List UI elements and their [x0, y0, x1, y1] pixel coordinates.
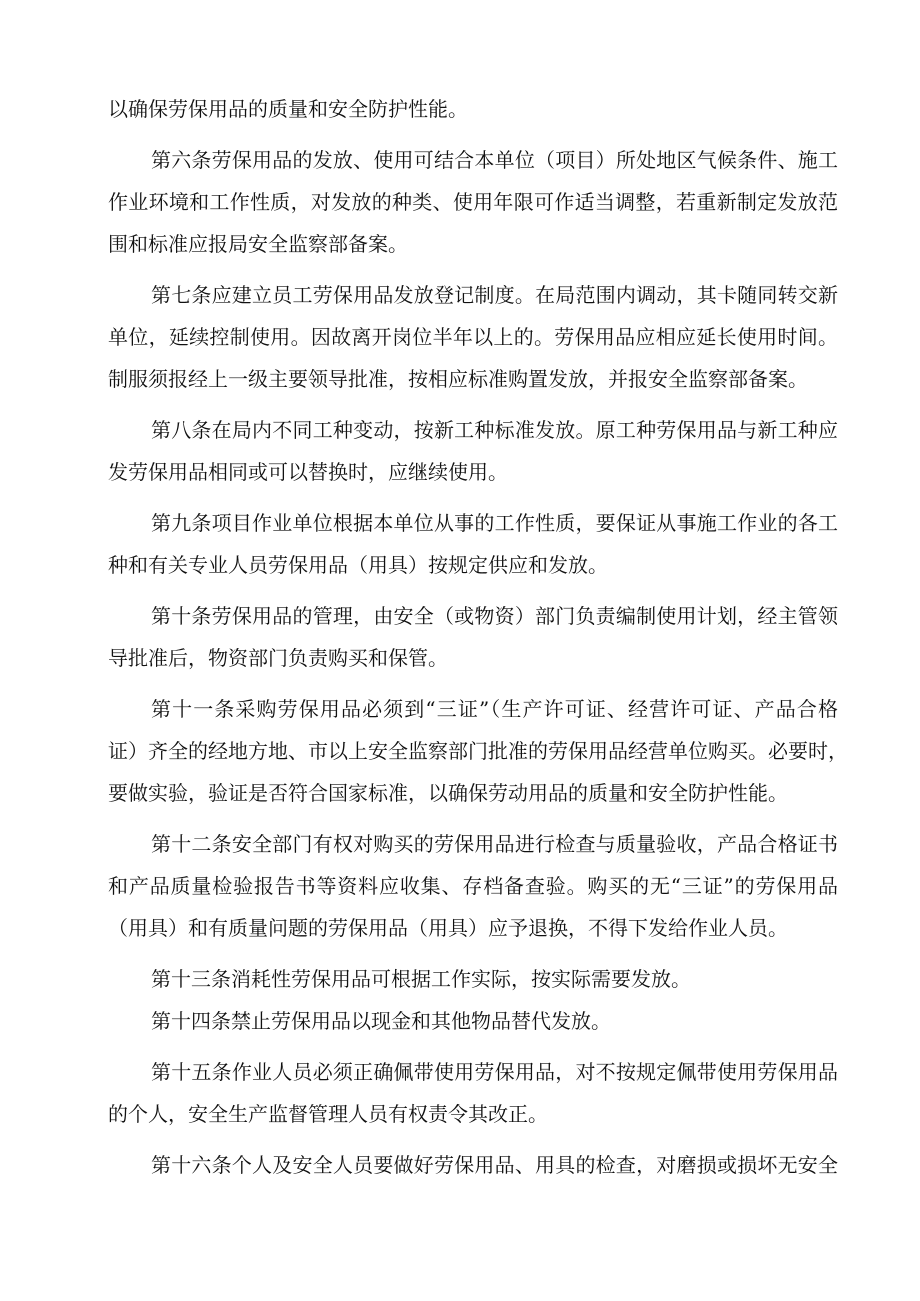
paragraph-article-11 [108, 688, 848, 814]
paragraph-article-6 [108, 139, 838, 265]
text-line: 第六条劳保用品的发放、使用可结合本单位（项目）所处地区气候条件、施工 [151, 148, 838, 172]
paragraph-article-8 [108, 409, 838, 493]
text-line: 第十六条个人及安全人员要做好劳保用品、用具的检查，对磨损或损坏无安全 [151, 1153, 838, 1177]
text-line: 第九条项目作业单位根据本单位从事的工作性质，要保证从事施工作业的各工 [151, 511, 838, 535]
text-line: 要做实验，验证是否符合国家标准，以确保劳动用品的质量和安全防护性能。 [108, 781, 788, 805]
text-line: 制服须报经上一级主要领导批准，按相应标准购置发放，并报安全监察部备案。 [108, 367, 808, 391]
paragraph-article-7 [108, 274, 838, 400]
paragraph-article-12 [108, 823, 838, 949]
text-line: 发劳保用品相同或可以替换时，应继续使用。 [108, 460, 508, 484]
text-line: 第八条在局内不同工种变动，按新工种标准发放。原工种劳保用品与新工种应 [151, 418, 838, 442]
text-line: 证）齐全的经地方地、市以上安全监察部门批准的劳保用品经营单位购买。必要时， [108, 739, 848, 763]
text-line: 以确保劳保用品的质量和安全防护性能。 [108, 97, 468, 121]
text-line: 作业环境和工作性质，对发放的种类、使用年限可作适当调整，若重新制定发放范 [108, 190, 838, 214]
text-line: 第十条劳保用品的管理，由安全（或物资）部门负责编制使用计划，经主管领 [151, 604, 838, 628]
text-line: 单位，延续控制使用。因故离开岗位半年以上的。劳保用品应相应延长使用时间。 [108, 325, 838, 349]
text-line: 围和标准应报局安全监察部备案。 [108, 232, 408, 256]
paragraph-article-15 [108, 1051, 838, 1135]
paragraph-article-13 [108, 958, 838, 1000]
text-line: 第十二条安全部门有权对购买的劳保用品进行检查与质量验收，产品合格证书 [151, 832, 838, 856]
text-line: 第十一条采购劳保用品必须到“三证”（生产许可证、经营许可证、产品合格 [151, 697, 838, 721]
text-line: （用具）和有质量问题的劳保用品（用具）应予退换，不得下发给作业人员。 [108, 916, 788, 940]
text-line: 第十五条作业人员必须正确佩带使用劳保用品，对不按规定佩带使用劳保用品 [151, 1060, 838, 1084]
text-line: 第七条应建立员工劳保用品发放登记制度。在局范围内调动，其卡随同转交新 [151, 283, 838, 307]
text-line: 第十三条消耗性劳保用品可根据工作实际，按实际需要发放。 [151, 967, 691, 991]
text-line: 和产品质量检验报告书等资料应收集、存档备查验。购买的无“三证”的劳保用品 [108, 874, 838, 898]
text-line: 第十四条禁止劳保用品以现金和其他物品替代发放。 [151, 1009, 611, 1033]
text-line: 种和有关专业人员劳保用品（用具）按规定供应和发放。 [108, 553, 608, 577]
text-line: 导批准后，物资部门负责购买和保管。 [108, 646, 448, 670]
paragraph-article-9 [108, 502, 838, 586]
paragraph-article-16 [108, 1144, 838, 1186]
paragraph-article-10 [108, 595, 838, 679]
paragraph-article-14 [108, 1000, 838, 1042]
document-body [108, 88, 848, 1186]
paragraph-continuation [108, 88, 838, 130]
text-line: 的个人，安全生产监督管理人员有权责令其改正。 [108, 1102, 548, 1126]
